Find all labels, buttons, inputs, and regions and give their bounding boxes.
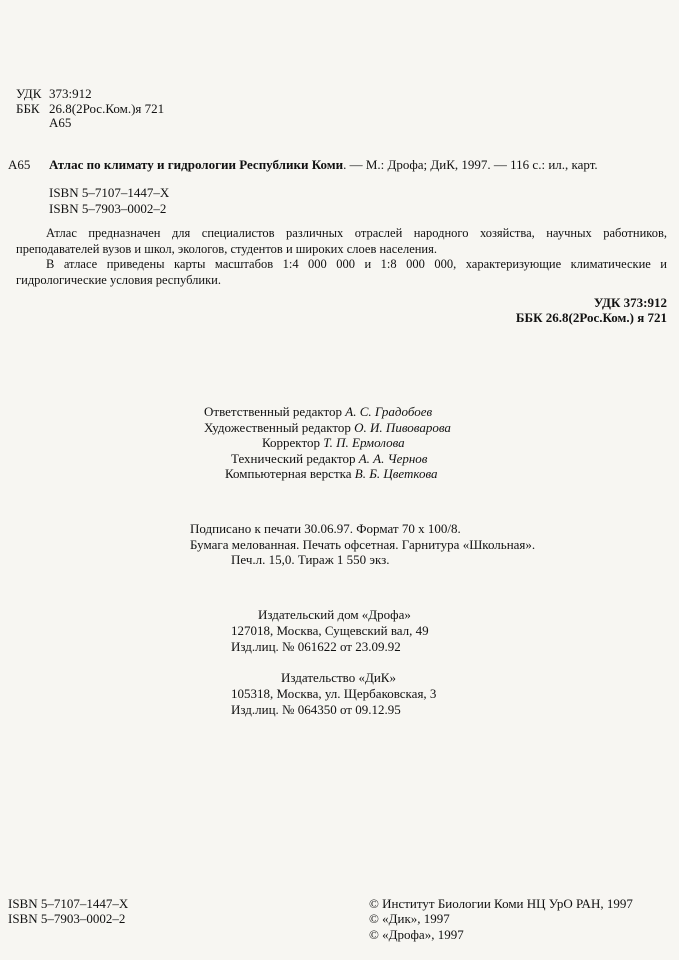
publisher-license: Изд.лиц. № 064350 от 09.12.95	[231, 702, 401, 717]
credit-row	[262, 435, 405, 450]
print-info-line: Печ.л. 15,0. Тираж 1 550 экз.	[231, 552, 390, 567]
credit-name: А. А. Чернов	[358, 451, 428, 466]
credit-role: Корректор	[262, 435, 320, 450]
udk-value: 373:912	[49, 86, 92, 101]
credit-role: Компьютерная верстка	[225, 466, 352, 481]
copyright-line: © «Дрофа», 1997	[369, 927, 464, 942]
credit-name: Т. П. Ермолова	[323, 435, 405, 450]
credit-name: В. Б. Цветкова	[354, 466, 438, 481]
publisher-name: Издательство «ДиК»	[281, 670, 396, 685]
credit-row	[204, 420, 451, 435]
isbn-1: ISBN 5–7107–1447–X	[49, 185, 170, 200]
publisher-name: Издательский дом «Дрофа»	[258, 607, 411, 622]
author-mark: А65	[49, 115, 72, 130]
print-info-line: Подписано к печати 30.06.97. Формат 70 х 100/8.	[190, 521, 461, 536]
bbk-right: ББК 26.8(2Рос.Ком.) я 721	[515, 310, 667, 325]
credit-role: Художественный редактор	[204, 420, 351, 435]
udk-right: УДК 373:912	[593, 295, 667, 310]
annotation-paragraph-1: Атлас предназначен для специалистов различных отраслей народного хозяйства, научных работников, преподавателей вузов и школ, экологов, студентов и широких слоев населения.	[16, 226, 667, 256]
credit-name: О. И. Пивоварова	[354, 420, 451, 435]
bbk-label: ББК	[16, 101, 40, 116]
publisher-address: 127018, Москва, Сущевский вал, 49	[231, 623, 429, 638]
copyright-line: © «Дик», 1997	[369, 911, 450, 926]
credit-role: Ответственный редактор	[204, 404, 343, 419]
annotation-paragraph-2: В атласе приведены карты масштабов 1:4 000 000 и 1:8 000 000, характеризующие климатические и гидрологические условия республики.	[16, 257, 667, 287]
print-info-line: Бумага мелованная. Печать офсетная. Гарнитура «Школьная».	[190, 537, 536, 552]
isbn-2: ISBN 5–7903–0002–2	[49, 201, 167, 216]
book-title: Атлас по климату и гидрологии Республики Коми	[49, 157, 344, 172]
bib-description	[49, 157, 598, 172]
book-details: . — М.: Дрофа; ДиК, 1997. — 116 с.: ил., карт.	[343, 157, 598, 172]
footer-isbn-2: ISBN 5–7903–0002–2	[8, 911, 126, 926]
credit-name: А. С. Градобоев	[345, 404, 433, 419]
credit-row	[225, 466, 438, 481]
publisher-address: 105318, Москва, ул. Щербаковская, 3	[231, 686, 437, 701]
footer-isbn-1: ISBN 5–7107–1447–X	[8, 896, 129, 911]
credit-row	[204, 404, 432, 419]
copyright-line: © Институт Биологии Коми НЦ УрО РАН, 1997	[369, 896, 633, 911]
credit-row	[231, 451, 427, 466]
bib-mark: А65	[8, 157, 31, 172]
udk-label: УДК	[16, 86, 42, 101]
bbk-value: 26.8(2Рос.Ком.)я 721	[49, 101, 165, 116]
credit-role: Технический редактор	[231, 451, 356, 466]
publisher-license: Изд.лиц. № 061622 от 23.09.92	[231, 639, 401, 654]
